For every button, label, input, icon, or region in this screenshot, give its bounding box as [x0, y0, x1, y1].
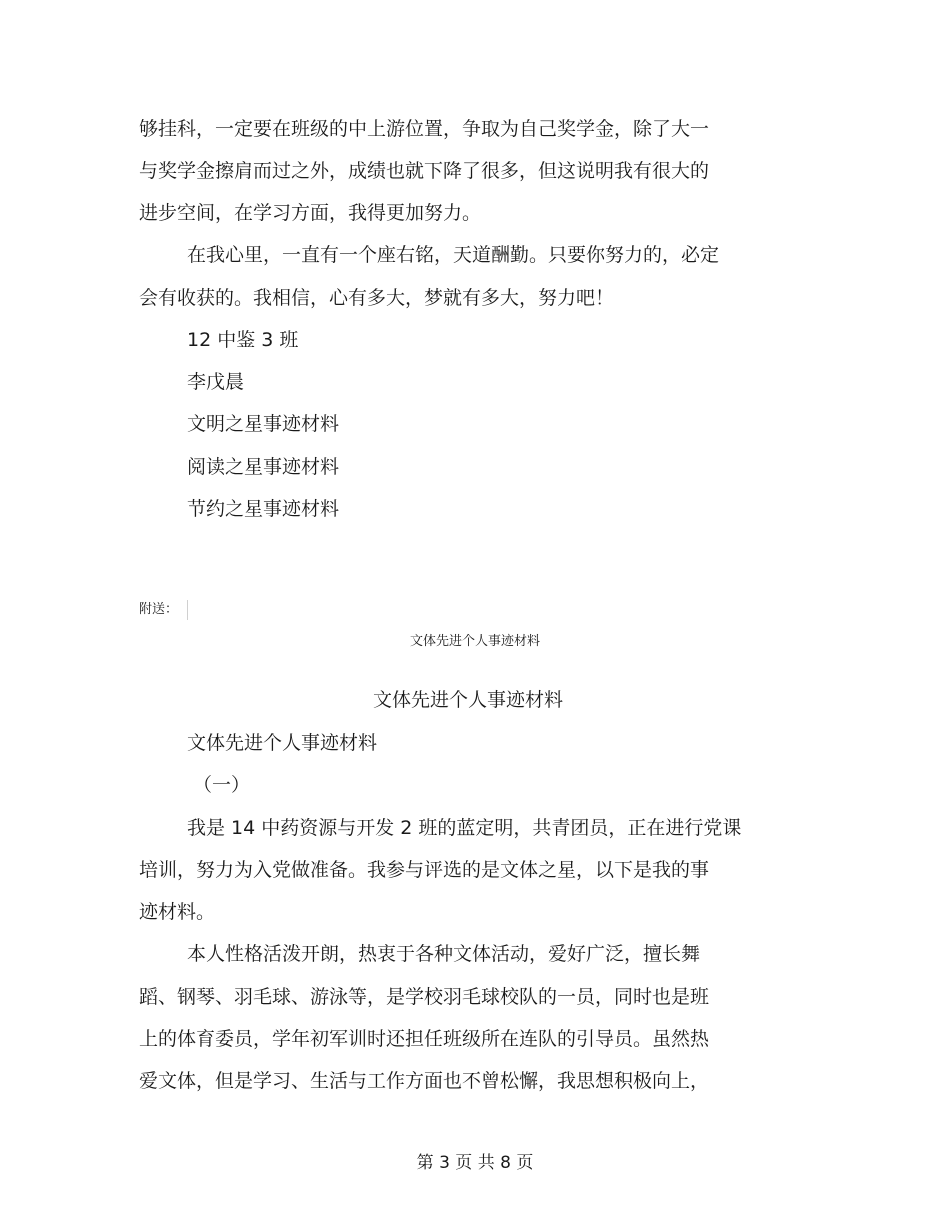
title-reading-star: 阅读之星事迹材料 — [187, 456, 340, 478]
text-line: 本人性格活泼开朗，热衷于各种文体活动，爱好广泛，擅长舞 — [187, 943, 701, 965]
text-line: 在我心里，一直有一个座右铭，天道酬勤。只要你努力的，必定 — [187, 244, 720, 266]
text-line: 我是 14 中药资源与开发 2 班的蓝定明，共青团员，正在进行党课 — [187, 817, 742, 839]
text-line: 与奖学金擦肩而过之外，成绩也就下降了很多，但这说明我有很大的 — [139, 160, 710, 182]
text-line: 迹材料。 — [139, 901, 216, 923]
text-line: 进步空间，在学习方面，我得更加努力。 — [139, 202, 482, 224]
text-line: 够挂科，一定要在班级的中上游位置，争取为自己奖学金，除了大一 — [139, 118, 710, 140]
page-footer: 第 3 页 共 8 页 — [416, 1153, 534, 1173]
divider — [187, 600, 188, 620]
text-line: 会有收获的。我相信，心有多大，梦就有多大，努力吧！ — [139, 287, 615, 309]
text-line: 上的体育委员，学年初军训时还担任班级所在连队的引导员。虽然热 — [139, 1028, 710, 1050]
appendix-title: 文体先进个人事迹材料 — [372, 689, 563, 711]
text-line: 培训，努力为入党做准备。我参与评选的是文体之星，以下是我的事 — [139, 859, 710, 881]
section-number: （一） — [193, 774, 251, 796]
text-line: 爱文体，但是学习、生活与工作方面也不曾松懈，我思想积极向上， — [139, 1070, 710, 1092]
title-civility-star: 文明之星事迹材料 — [187, 413, 340, 435]
appendix-subtitle: 文体先进个人事迹材料 — [187, 732, 378, 754]
appendix-label: 附送： — [139, 602, 179, 617]
author-name: 李戊晨 — [187, 371, 245, 393]
class-name: 12 中鉴 3 班 — [187, 329, 299, 351]
title-thrift-star: 节约之星事迹材料 — [187, 498, 340, 520]
appendix-small-title: 文体先进个人事迹材料 — [409, 634, 540, 649]
text-line: 蹈、钢琴、羽毛球、游泳等，是学校羽毛球校队的一员，同时也是班 — [139, 986, 710, 1008]
